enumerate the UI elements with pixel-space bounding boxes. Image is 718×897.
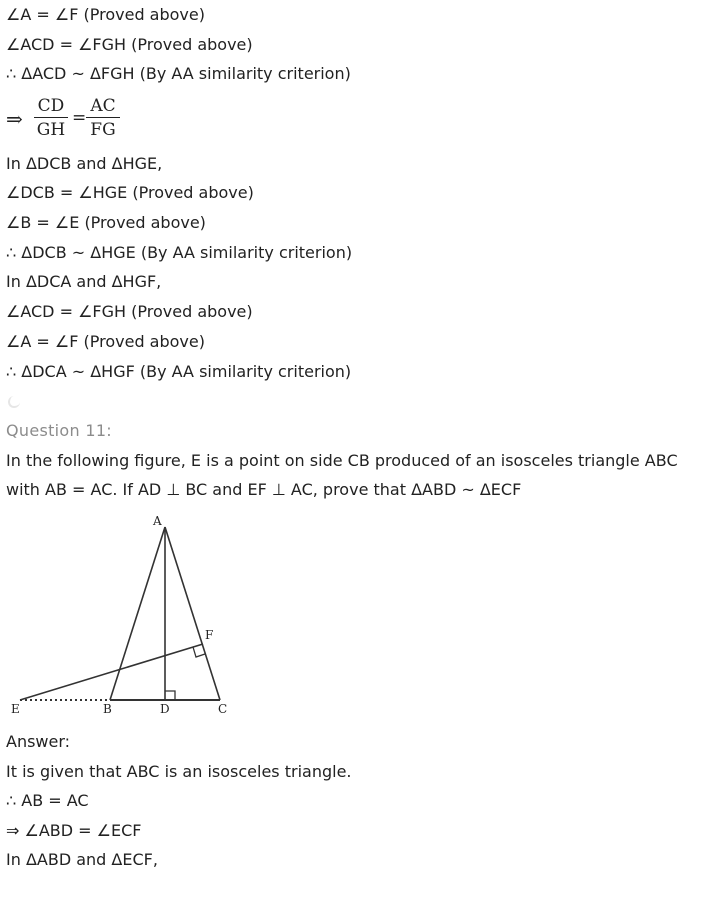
side-ac (165, 527, 220, 700)
label-e: E (11, 702, 20, 716)
proof-line: ∴ ΔACD ~ ΔFGH (By AA similarity criterion) (6, 64, 351, 83)
right-angle-mark-d (165, 691, 175, 700)
fraction-ac-fg (86, 95, 120, 140)
question-text: In the following figure, E is a point on side CB produced of an isosceles triangle ABC (6, 451, 678, 470)
proof-line: ∠A = ∠F (Proved above) (6, 332, 205, 351)
label-b: B (103, 702, 112, 716)
side-ab (110, 527, 165, 700)
label-f: F (205, 628, 214, 642)
proof-line: ∴ ΔDCA ~ ΔHGF (By AA similarity criterion) (6, 362, 352, 381)
triangle-figure (0, 512, 250, 718)
numerator: AC (86, 95, 120, 118)
denominator: GH (36, 120, 66, 140)
proof-line: ∴ ΔDCB ~ ΔHGE (By AA similarity criterion) (6, 243, 353, 262)
denominator: FG (90, 120, 116, 140)
answer-heading: Answer: (6, 732, 71, 751)
equals-sign: = (72, 108, 87, 128)
answer-line: In ΔABD and ΔECF, (6, 850, 158, 869)
proof-line: ∠ACD = ∠FGH (Proved above) (6, 35, 253, 54)
label-a: A (153, 514, 162, 528)
answer-line: It is given that ABC is an isosceles triangle. (6, 762, 352, 781)
ratio-equation (6, 95, 126, 145)
question-heading: Question 11: (6, 421, 112, 440)
answer-line: ⇒ ∠ABD = ∠ECF (6, 821, 142, 840)
numerator: CD (34, 95, 68, 118)
loading-spinner-icon (8, 396, 20, 408)
implies-arrow: ⇒ (6, 107, 23, 131)
question-text: with AB = AC. If AD ⊥ BC and EF ⊥ AC, prove that ΔABD ~ ΔECF (6, 480, 522, 499)
proof-line: In ΔDCA and ΔHGF, (6, 272, 162, 291)
proof-line: ∠ACD = ∠FGH (Proved above) (6, 302, 253, 321)
fraction-cd-gh (34, 95, 68, 140)
label-c: C (218, 702, 228, 716)
label-d: D (160, 702, 170, 716)
proof-line: ∠A = ∠F (Proved above) (6, 5, 205, 24)
proof-line: ∠DCB = ∠HGE (Proved above) (6, 183, 254, 202)
proof-line: ∠B = ∠E (Proved above) (6, 213, 206, 232)
proof-line: In ΔDCB and ΔHGE, (6, 154, 163, 173)
answer-line: ∴ AB = AC (6, 791, 89, 810)
